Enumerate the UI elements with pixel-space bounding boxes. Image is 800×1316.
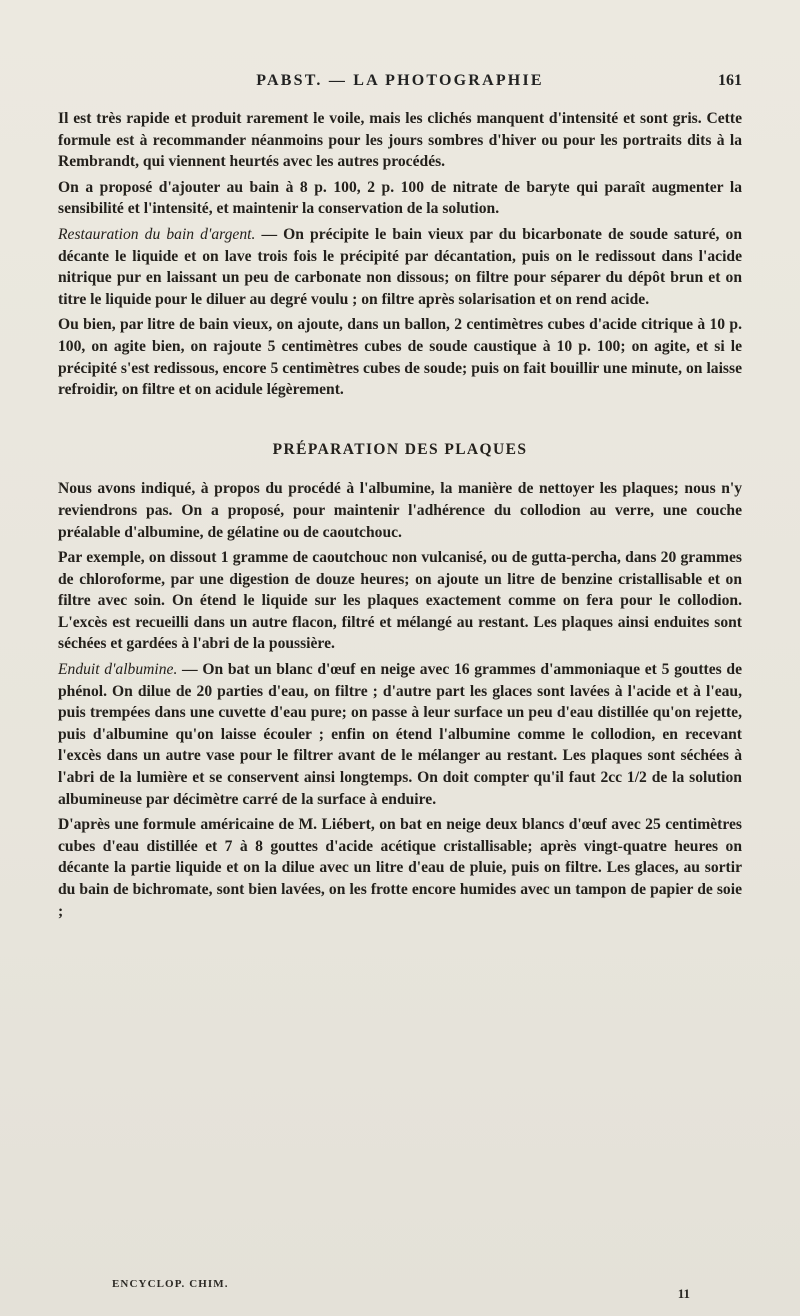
page-number: 161 [718,72,742,89]
paragraph: D'après une formule américaine de M. Liébert, on bat en neige deux blancs d'œuf avec 25 centimètres cubes d'eau distillée et 7 à 8 gouttes d'acide acétique cristallisable; après vingt-quatre heures on décante la partie liquide et on la dilue avec un litre d'eau de pluie, puis on filtre. Les glaces, au sortir du bain de bichromate, sont bien lavées, on les frotte encore humides avec un tampon de papier de soie ; [58,816,742,920]
section-heading: PRÉPARATION DES PLAQUES [272,440,528,458]
footer-publication: ENCYCLOP. CHIM. [112,1278,229,1290]
paragraph: Il est très rapide et produit rarement le voile, mais les clichés manquent d'intensité et sont gris. Cette formule est à recommander néanmoins pour les jours sombres d'hiver ou pour les portraits dits à la Rembrandt, qui viennent heurtés avec les autres procédés. [58,110,742,171]
paragraph: Ou bien, par litre de bain vieux, on ajoute, dans un ballon, 2 centimètres cubes d'acide citrique à 10 p. 100, on agite bien, on rajoute 5 centimètres cubes de soude caustique à 10 p. 100; on agite, et si le précipité s'est redissous, encore 5 centimètres cubes de soude; puis on fait bouillir une minute, on laisse refroidir, on filtre et on acidule légèrement. [58,316,742,399]
paragraph: Nous avons indiqué, à propos du procédé à l'albumine, la manière de nettoyer les plaques; nous n'y reviendrons pas. On a proposé, pour maintenir l'adhérence du collodion au verre, une couche préalable d'albumine, de gélatine ou de caoutchouc. [58,480,742,541]
body-text [58,108,742,926]
page-footer [112,1278,690,1308]
paragraph: Par exemple, on dissout 1 gramme de caoutchouc non vulcanisé, ou de gutta-percha, dans 20 grammes de chloroforme, par une digestion de douze heures; on ajoute un litre de benzine cristallisable et on filtre avec soin. On étend le liquide sur les plaques exactement comme on fera pour le collodion. L'excès est recueilli dans un autre flacon, filtré et mélangé au restant. Les plaques ainsi enduites sont séchées et gardées à l'abri de la poussière. [58,549,742,653]
paragraph: On a proposé d'ajouter au bain à 8 p. 100, 2 p. 100 de nitrate de baryte qui paraît augmenter la sensibilité et l'intensité, et maintenir la conservation de la solution. [58,178,742,218]
paragraph [58,224,742,310]
paragraph [58,659,742,810]
running-title: PABST. — LA PHOTOGRAPHIE [256,72,544,89]
paragraph-lead: Restauration du bain d'argent. [58,225,256,243]
paragraph-text: — On précipite le bain vieux par du bicarbonate de soude saturé, on décante le liquide et on lave trois fois le précipité par décantation, puis on le redissout dans l'acide nitrique pur en laissant un peu de carbonate non dissous; on filtre pour séparer du dépôt brun et on titre le liquide pour le diluer au degré voulu ; on filtre après solarisation et on rend acide. [58,225,743,308]
footer-signature: 11 [677,1286,690,1301]
running-head [58,72,742,96]
paragraph-text: — On bat un blanc d'œuf en neige avec 16 grammes d'ammoniaque et 5 gouttes de phénol. On dilue de 20 parties d'eau, on filtre ; d'autre part les glaces sont lavées à l'acide et à l'eau, puis trempées dans une cuvette d'eau pure; on passe à leur surface un peu d'eau distillée qu'on rejette, puis d'albumine qu'on laisse écouler ; enfin on étend l'albumine comme le collodion, en recevant l'excès dans un autre vase pour le filtrer avant de le mélanger au restant. Les plaques sont séchées à l'abri de la lumière et se conservent ainsi longtemps. On doit compter qu'il faut 2cc 1/2 de la solution albumineuse par décimètre carré de la surface à enduire. [58,661,743,808]
paragraph-lead: Enduit d'albumine. [58,661,178,679]
